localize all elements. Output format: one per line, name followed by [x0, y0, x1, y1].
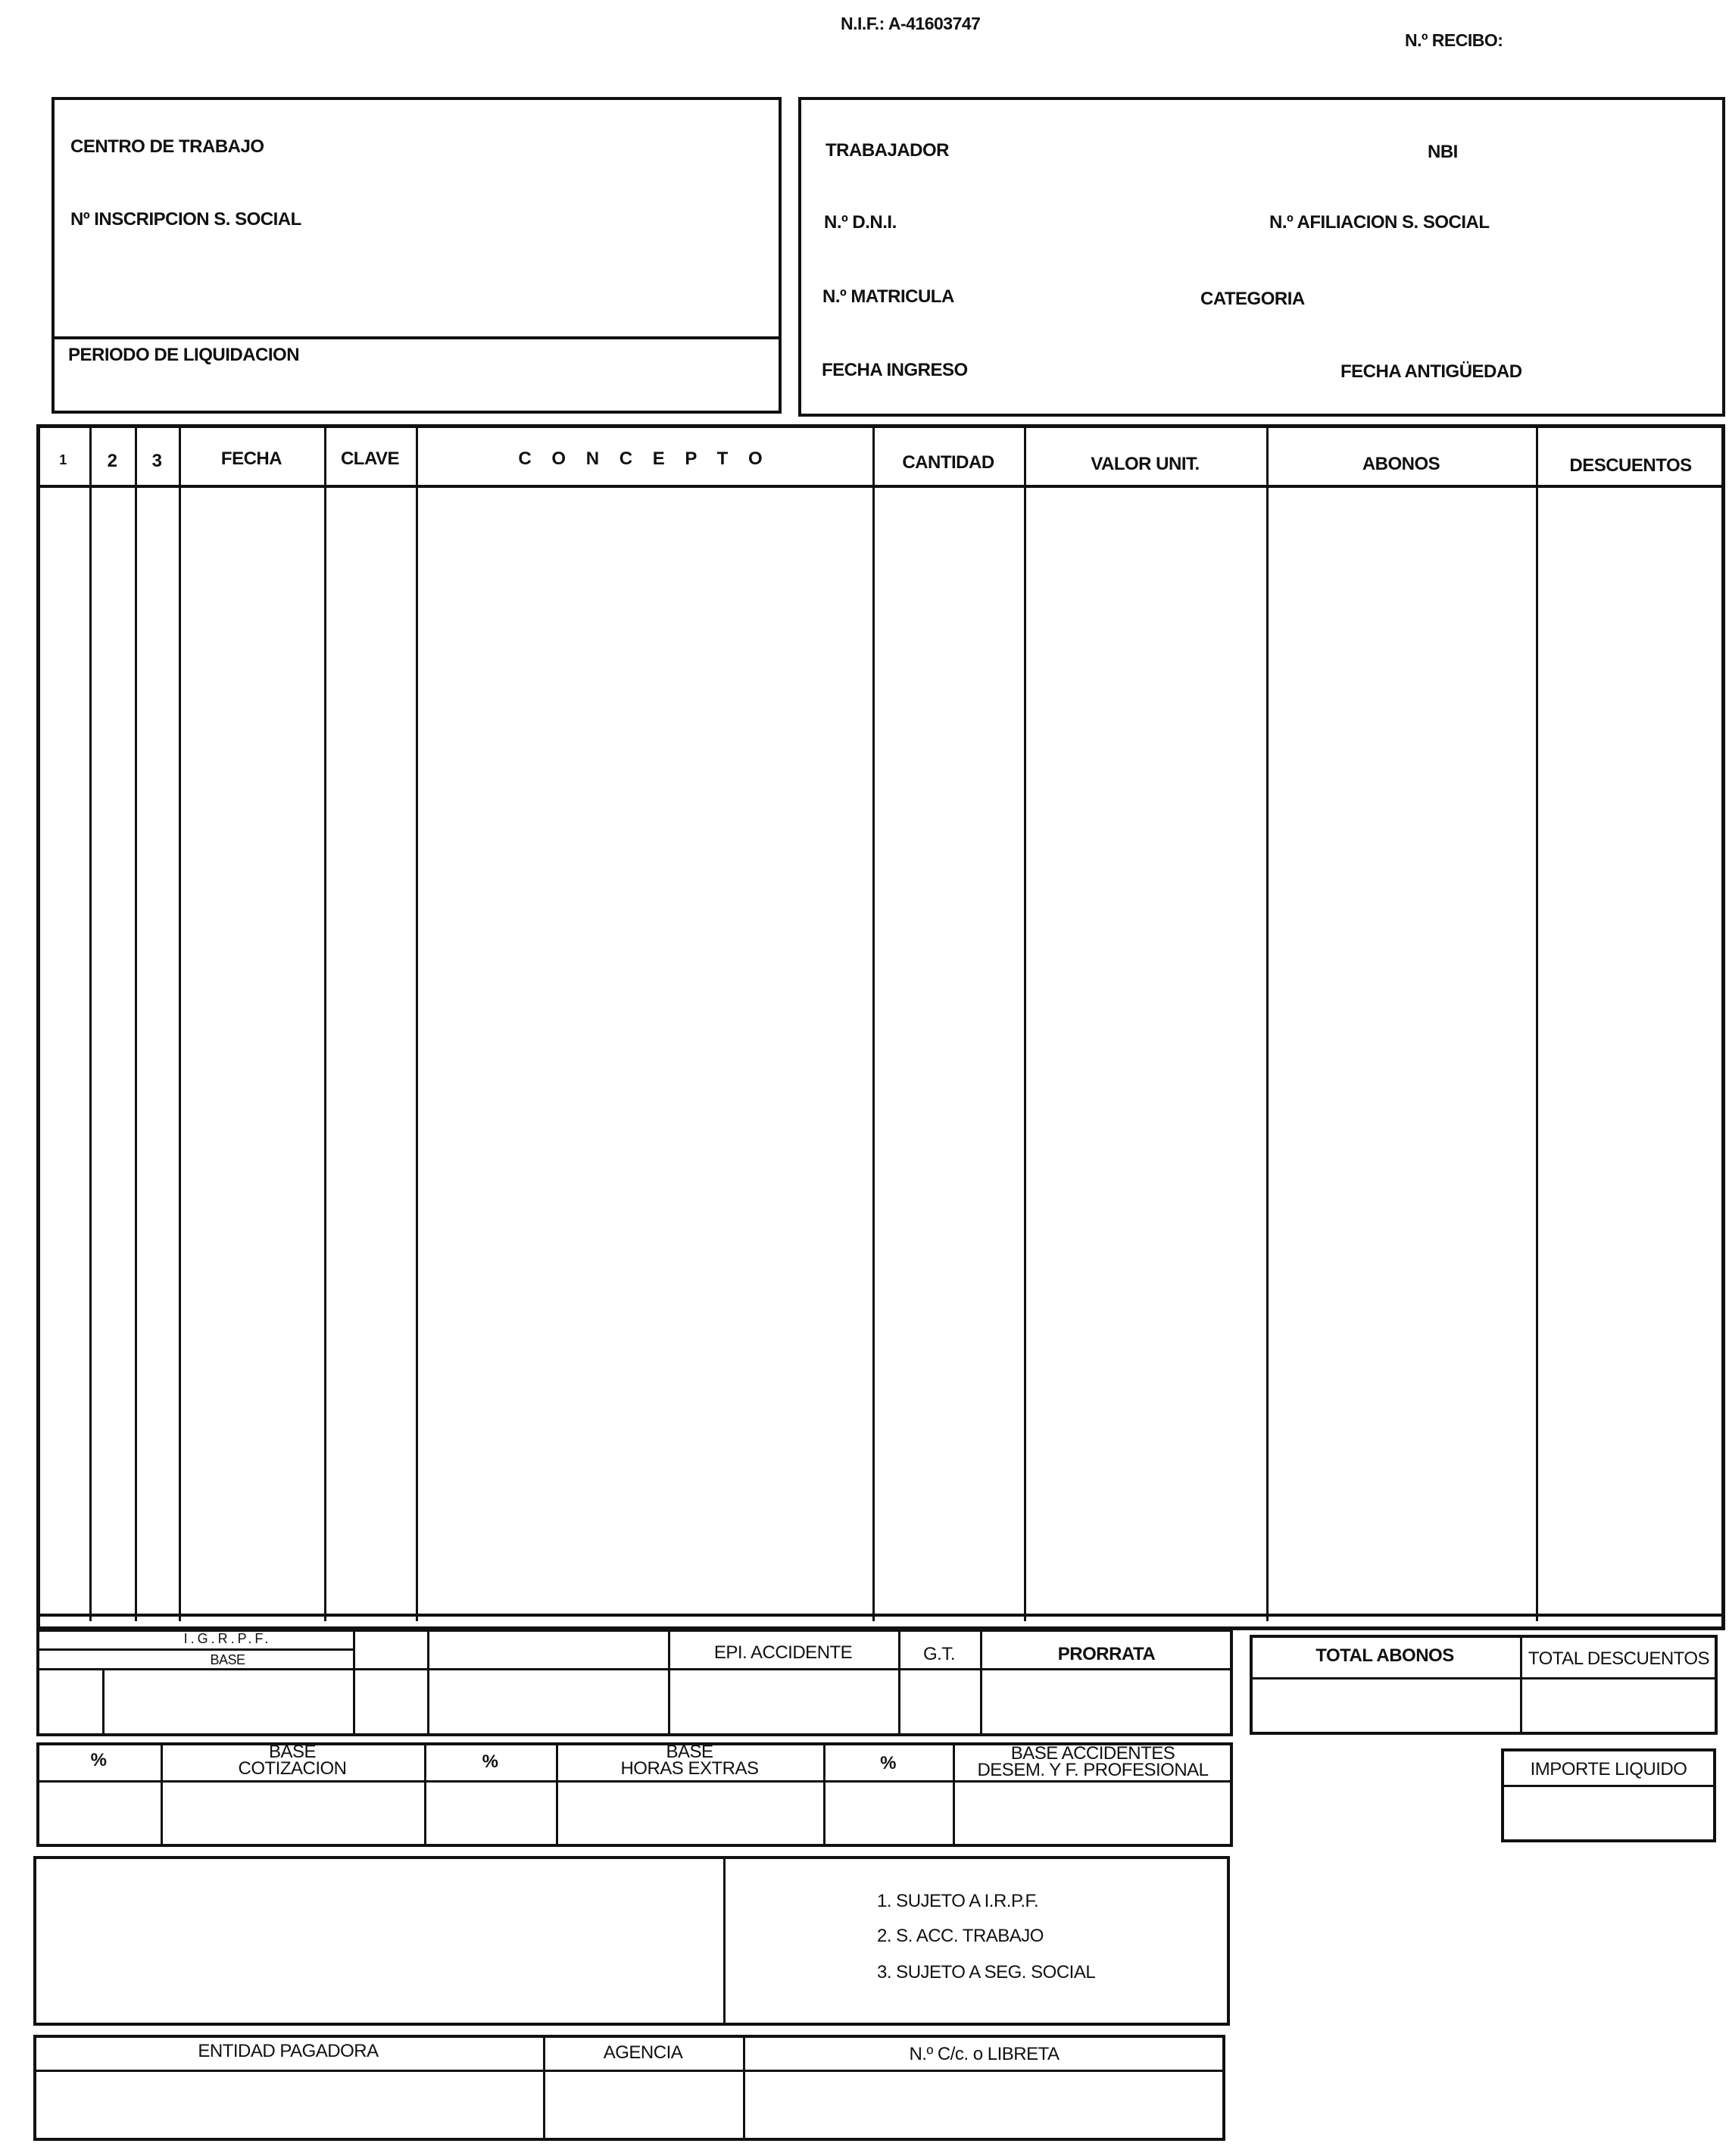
- col-header-2: 2: [107, 451, 117, 471]
- col-header-1: 1: [59, 452, 67, 467]
- total-abonos-label: TOTAL ABONOS: [1315, 1645, 1454, 1666]
- legend-divider: [723, 1856, 726, 2026]
- col-divider: [1266, 424, 1269, 1621]
- col-divider: [872, 424, 875, 1621]
- afiliacion-ss-label: N.º AFILIACION S. SOCIAL: [1269, 212, 1490, 233]
- fecha-antiguedad-label: FECHA ANTIGÜEDAD: [1340, 361, 1522, 382]
- pct-1-label: %: [90, 1750, 107, 1770]
- col-divider: [1536, 424, 1538, 1621]
- pct-3-label: %: [880, 1753, 896, 1773]
- nif-label: N.I.F.: A-41603747: [841, 14, 981, 33]
- base-cotizacion-line2: COTIZACION: [238, 1758, 347, 1779]
- irpf-label: I.G.R.P.F.: [183, 1631, 272, 1646]
- total-header-divider: [1250, 1677, 1718, 1679]
- prorrata-label: PRORRATA: [1057, 1644, 1156, 1664]
- payment-header-divider: [33, 2070, 1225, 2072]
- col-header-valor-unit: VALOR UNIT.: [1091, 454, 1200, 474]
- totals-divider: [102, 1668, 105, 1736]
- col-header-concepto: C O N C E P T O: [518, 448, 770, 469]
- epi-accidente-label: EPI. ACCIDENTE: [713, 1642, 853, 1663]
- concept-bottom-rule: [36, 1614, 1725, 1617]
- col-divider: [135, 424, 137, 1621]
- irpf-base-label: BASE: [210, 1652, 245, 1667]
- legend-item-1: 1. SUJETO A I.R.P.F.: [877, 1891, 1039, 1911]
- base-cotizacion-label: [161, 1744, 424, 1777]
- empresa-divider: [51, 336, 782, 339]
- irpf-divider: [36, 1648, 353, 1651]
- matricula-label: N.º MATRICULA: [822, 286, 954, 307]
- legend-box: [33, 1856, 1230, 2026]
- col-header-abonos: ABONOS: [1362, 454, 1440, 474]
- base-accidentes-line2: DESEM. Y F. PROFESIONAL: [977, 1760, 1209, 1780]
- cuenta-libreta-label: N.º C/c. o LIBRETA: [909, 2044, 1060, 2064]
- col-divider: [1024, 424, 1026, 1621]
- legend-item-3: 3. SUJETO A SEG. SOCIAL: [877, 1962, 1096, 1983]
- entidad-pagadora-label: ENTIDAD PAGADORA: [198, 2041, 379, 2061]
- categoria-label: CATEGORIA: [1200, 289, 1305, 309]
- base-cotizacion-line1: BASE: [268, 1742, 317, 1762]
- col-divider: [179, 424, 181, 1621]
- col-divider: [324, 424, 326, 1621]
- base-accidentes-label: [953, 1745, 1233, 1779]
- pct-2-label: %: [482, 1751, 498, 1772]
- totals-divider: [353, 1629, 355, 1736]
- col-header-cantidad: CANTIDAD: [902, 452, 994, 473]
- dni-label: N.º D.N.I.: [824, 212, 897, 233]
- totals-header-divider: [36, 1668, 1233, 1670]
- trabajador-label: TRABAJADOR: [825, 140, 949, 161]
- recibo-label: N.º RECIBO:: [1405, 30, 1503, 50]
- col-divider: [89, 424, 92, 1621]
- concept-header-divider: [36, 485, 1725, 488]
- col-header-descuentos: DESCUENTOS: [1569, 455, 1692, 476]
- col-divider: [416, 424, 418, 1621]
- col-header-3: 3: [151, 451, 162, 471]
- agencia-label: AGENCIA: [603, 2042, 683, 2063]
- nbi-label: NBI: [1428, 142, 1458, 162]
- col-header-fecha: FECHA: [220, 448, 282, 469]
- inscripcion-ss-label: Nº INSCRIPCION S. SOCIAL: [70, 209, 301, 230]
- concept-table: [36, 424, 1725, 1630]
- importe-liquido-divider: [1501, 1785, 1716, 1787]
- centro-trabajo-label: CENTRO DE TRABAJO: [70, 136, 264, 157]
- periodo-liquidacion-label: PERIODO DE LIQUIDACION: [68, 345, 300, 365]
- totals-divider: [427, 1629, 429, 1736]
- fecha-ingreso-label: FECHA INGRESO: [822, 360, 968, 380]
- base-horas-extras-label: [556, 1744, 823, 1777]
- total-descuentos-label: TOTAL DESCUENTOS: [1528, 1648, 1710, 1669]
- col-header-clave: CLAVE: [340, 448, 400, 469]
- gt-label: G.T.: [922, 1644, 955, 1664]
- bases-header-divider: [36, 1780, 1233, 1783]
- base-horas-line2: HORAS EXTRAS: [620, 1758, 759, 1779]
- base-accidentes-line1: BASE ACCIDENTES: [1010, 1743, 1175, 1764]
- importe-liquido-label: IMPORTE LIQUIDO: [1530, 1759, 1687, 1779]
- legend-item-2: 2. S. ACC. TRABAJO: [877, 1926, 1044, 1946]
- base-horas-line1: BASE: [666, 1742, 713, 1762]
